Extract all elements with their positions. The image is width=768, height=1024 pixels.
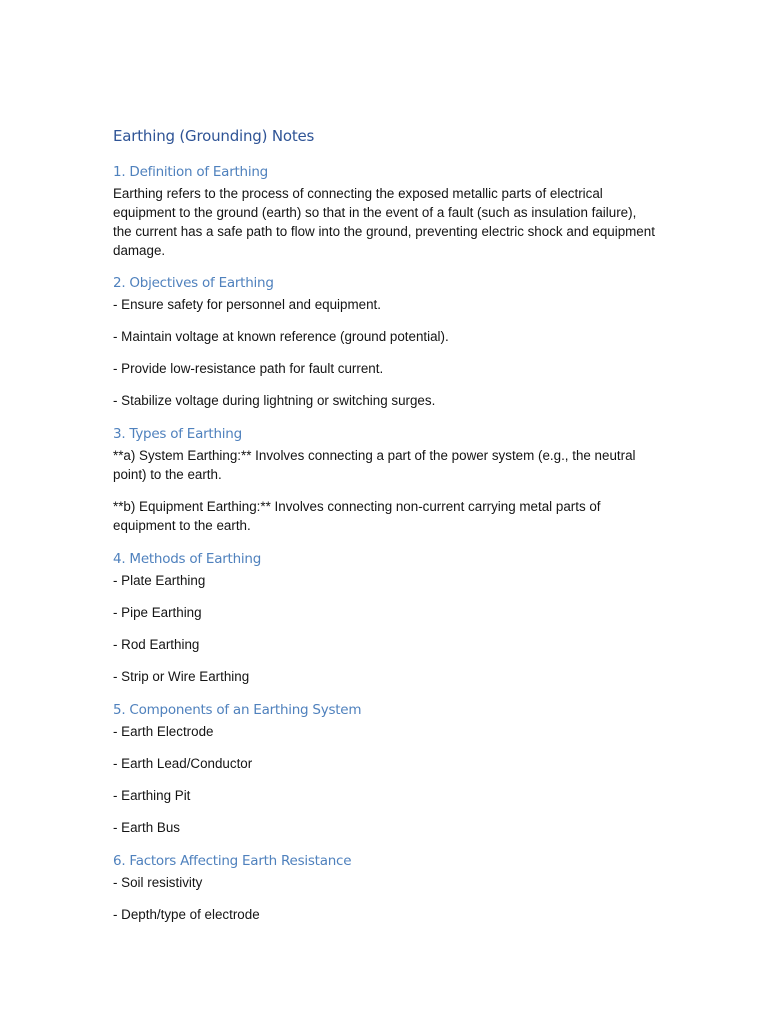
spacer — [113, 741, 658, 754]
spacer — [113, 378, 658, 391]
objective-item: - Stabilize voltage during lightning or switching surges. — [113, 393, 436, 408]
method-item: - Plate Earthing — [113, 573, 206, 588]
objective-item: - Provide low-resistance path for fault current. — [113, 361, 384, 376]
component-item: - Earthing Pit — [113, 788, 191, 803]
spacer — [113, 892, 658, 905]
method-item: - Strip or Wire Earthing — [113, 669, 250, 684]
spacer — [113, 147, 658, 162]
spacer — [113, 837, 658, 851]
method-item: - Pipe Earthing — [113, 605, 202, 620]
section-heading-types: 3. Types of Earthing — [113, 426, 242, 442]
section-heading-components: 5. Components of an Earthing System — [113, 702, 362, 718]
section-heading-methods: 4. Methods of Earthing — [113, 551, 262, 567]
spacer — [113, 805, 658, 818]
section-heading-definition: 1. Definition of Earthing — [113, 164, 268, 180]
document-title: Earthing (Grounding) Notes — [113, 127, 315, 145]
factor-item: - Depth/type of electrode — [113, 907, 260, 922]
types-paragraph-system: **a) System Earthing:** Involves connecting a part of the power system (e.g., the neutral point) to the earth. — [113, 448, 636, 482]
spacer — [113, 654, 658, 667]
spacer — [113, 535, 658, 549]
spacer — [113, 622, 658, 635]
component-item: - Earth Lead/Conductor — [113, 756, 253, 771]
document-content — [113, 125, 658, 924]
method-item: - Rod Earthing — [113, 637, 200, 652]
factor-item: - Soil resistivity — [113, 875, 203, 890]
spacer — [113, 484, 658, 497]
spacer — [113, 346, 658, 359]
spacer — [113, 314, 658, 327]
component-item: - Earth Electrode — [113, 724, 214, 739]
types-paragraph-equipment: **b) Equipment Earthing:** Involves connecting non-current carrying metal parts of equipment to the earth. — [113, 499, 601, 533]
spacer — [113, 590, 658, 603]
spacer — [113, 410, 658, 424]
objective-item: - Maintain voltage at known reference (ground potential). — [113, 329, 449, 344]
spacer — [113, 686, 658, 700]
spacer — [113, 773, 658, 786]
objective-item: - Ensure safety for personnel and equipment. — [113, 297, 381, 312]
section-heading-objectives: 2. Objectives of Earthing — [113, 275, 274, 291]
definition-paragraph: Earthing refers to the process of connecting the exposed metallic parts of electrical equipment to the ground (earth) so that in the event of a fault (such as insulation failure), the current has a safe path to flow into the ground, preventing electric shock and equipment damage. — [113, 186, 655, 258]
section-heading-factors: 6. Factors Affecting Earth Resistance — [113, 853, 352, 869]
spacer — [113, 260, 658, 273]
component-item: - Earth Bus — [113, 820, 180, 835]
